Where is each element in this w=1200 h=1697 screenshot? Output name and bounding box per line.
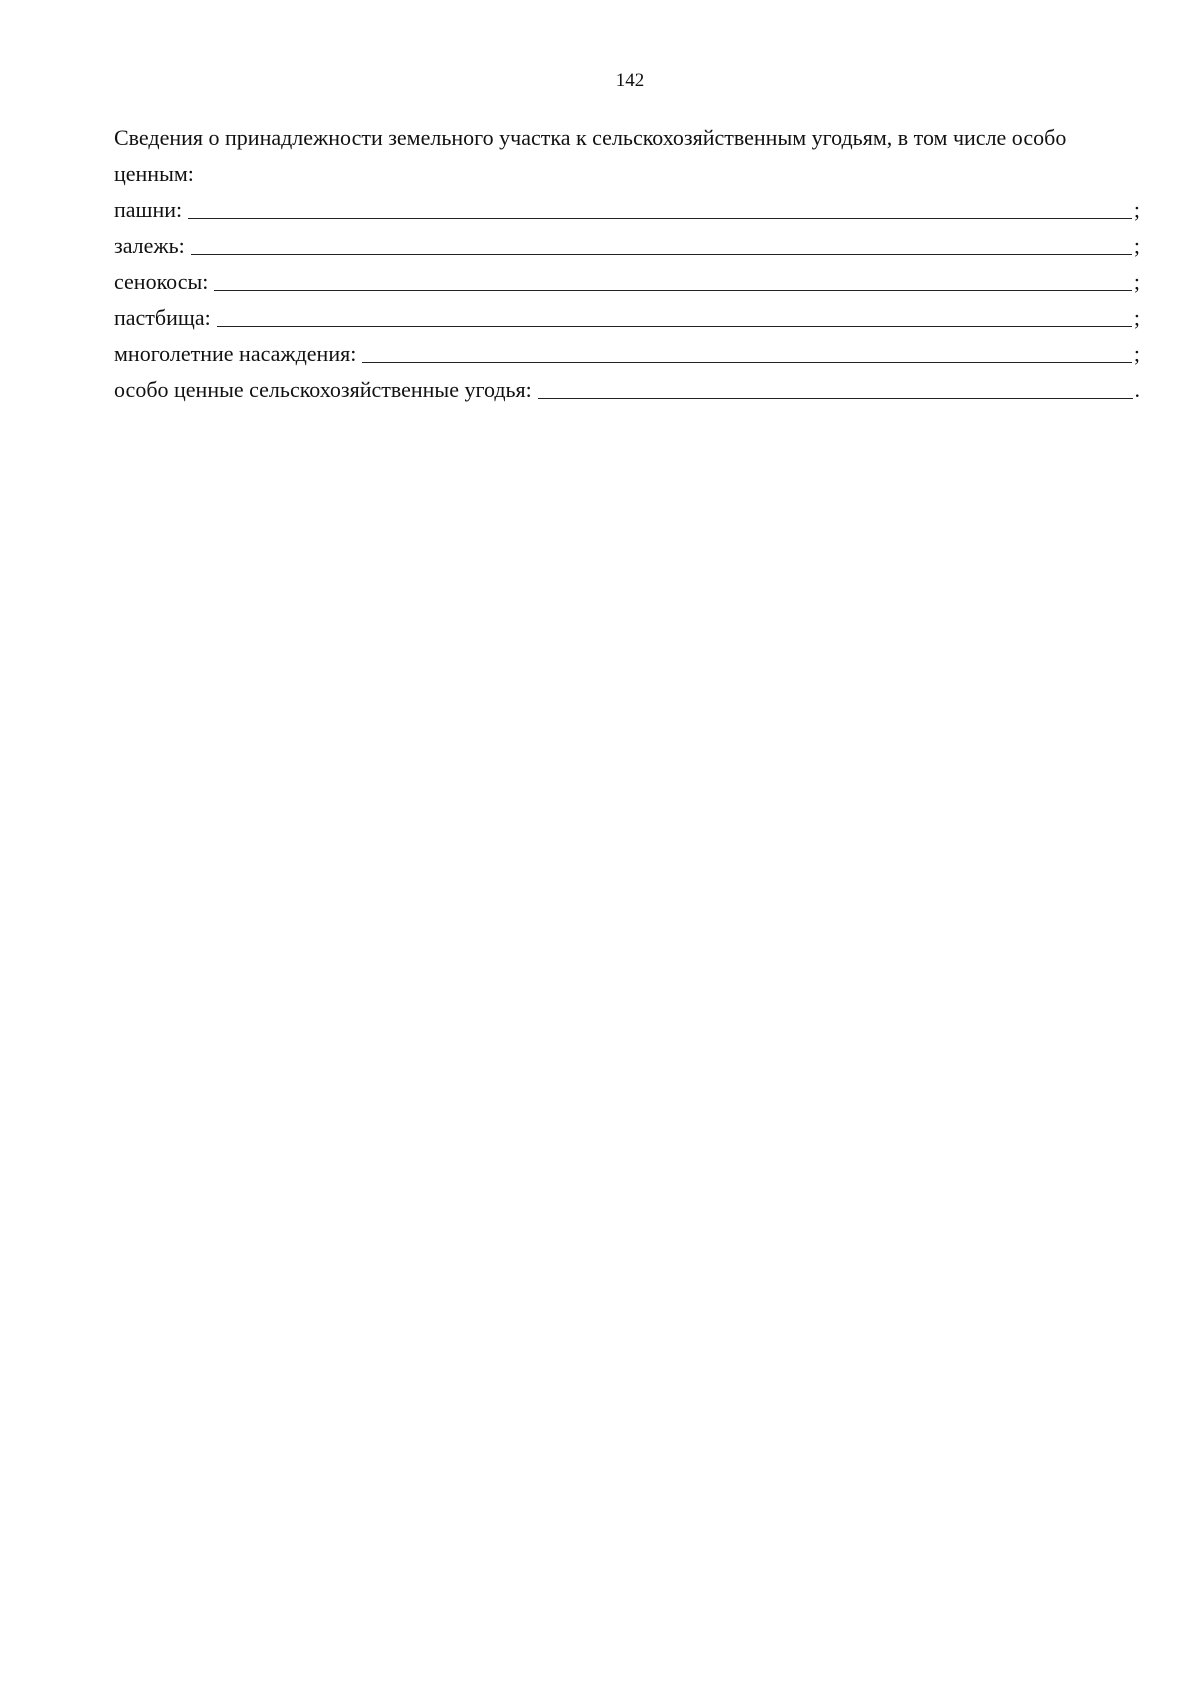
field-row-pastures — [114, 300, 1140, 336]
intro-paragraph: Сведения о принадлежности земельного участка к сельскохозяйственным угодьям, в том числе особо ценным: — [114, 125, 1067, 186]
field-end-mark: ; — [1133, 269, 1140, 294]
field-row-arable — [114, 192, 1140, 228]
field-label: многолетние насаждения: — [114, 341, 357, 366]
field-end-mark: ; — [1133, 197, 1140, 222]
field-label: особо ценные сельскохозяйственные угодья: — [114, 377, 532, 402]
field-row-perennial-plantings — [114, 336, 1140, 372]
field-blank-line[interactable] — [188, 198, 1132, 219]
page-number: 142 — [615, 70, 645, 91]
field-end-mark: . — [1134, 377, 1140, 402]
field-blank-line[interactable] — [217, 306, 1132, 327]
field-label: пастбища: — [114, 305, 211, 330]
field-blank-line[interactable] — [538, 378, 1133, 399]
field-end-mark: ; — [1133, 341, 1140, 366]
field-label: пашни: — [114, 197, 183, 222]
field-blank-line[interactable] — [214, 270, 1132, 291]
field-blank-line[interactable] — [362, 342, 1132, 363]
field-end-mark: ; — [1133, 305, 1140, 330]
document-body — [114, 120, 1140, 408]
field-blank-line[interactable] — [191, 234, 1132, 255]
field-row-hayfields — [114, 264, 1140, 300]
field-label: залежь: — [114, 233, 185, 258]
field-row-especially-valuable-lands — [114, 372, 1140, 408]
field-label: сенокосы: — [114, 269, 209, 294]
field-row-fallow — [114, 228, 1140, 264]
field-end-mark: ; — [1133, 233, 1140, 258]
